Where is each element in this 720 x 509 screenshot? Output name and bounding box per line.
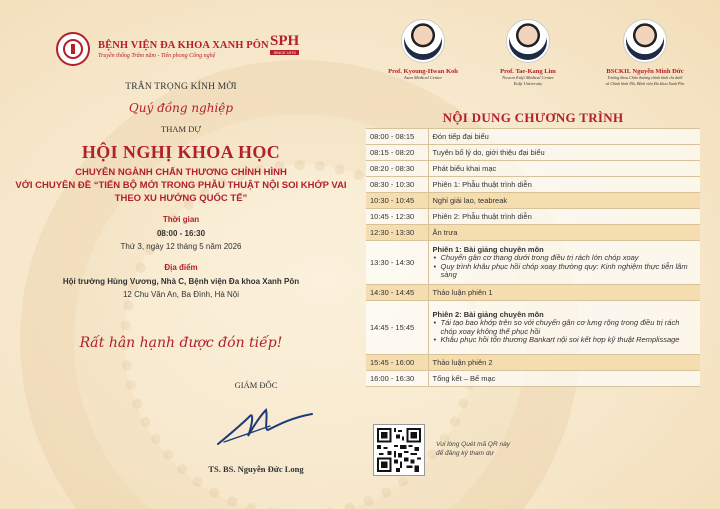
row-time: 16:00 - 16:30 (366, 371, 428, 387)
row-time: 08:00 - 08:15 (366, 129, 428, 145)
speaker-2-name: Prof. Tae-Kang Lim (500, 68, 556, 75)
session-topic: • Chuyển gân cơ thang dưới trong điều trị rách lớn chóp xoay (433, 254, 697, 263)
speaker-3-org: Trưởng khoa Chấn thương chỉnh hình chi dưới (607, 75, 683, 80)
program-row (366, 209, 700, 225)
speaker-3-name: BSCKII. Nguyễn Minh Đức (606, 68, 684, 75)
speaker-2-org-2: Eulji University (513, 80, 543, 86)
program-row (366, 371, 700, 387)
sph-logo (270, 34, 299, 55)
qr-instruction-line-2: để đăng ký tham dự (436, 450, 494, 457)
event-address: 12 Chu Văn An, Ba Đình, Hà Nội (122, 290, 240, 299)
session-title: Phiên 2: Bài giảng chuyên môn (432, 310, 544, 320)
program-row-break (366, 193, 700, 209)
director-title: GIÁM ĐỐC (234, 380, 278, 390)
program-row-break (366, 355, 700, 371)
event-subtitle-1: CHUYÊN NGÀNH CHẤN THƯƠNG CHỈNH HÌNH (75, 167, 287, 178)
hospital-slogan: Truyền thống Trăm năm - Tiên phong Công nghệ (98, 52, 216, 59)
row-content: Thảo luận phiên 1 (428, 285, 700, 301)
qr-code-icon (377, 428, 421, 472)
event-place: Hội trường Hùng Vương, Nhà C, Bệnh viện Đa khoa Xanh Pôn (62, 277, 300, 286)
program-row (366, 129, 700, 145)
speaker-1 (378, 20, 468, 81)
session-topic: • Quy trình khâu phục hồi chóp xoay thường quy: Kinh nghiệm thực tiễn lâm sàng (433, 263, 697, 280)
director-signature (210, 396, 320, 452)
program-table (366, 128, 700, 387)
row-content: Thảo luận phiên 2 (428, 355, 700, 371)
program-row-session (366, 241, 700, 285)
event-subtitle-3: THEO XU HƯỚNG QUỐC TẾ” (114, 193, 248, 204)
hospital-logo-icon (56, 32, 90, 66)
time-label: Thời gian (162, 215, 200, 224)
row-time: 08:30 - 10:30 (366, 177, 428, 193)
speaker-2-photo (507, 20, 549, 62)
row-time: 08:20 - 08:30 (366, 161, 428, 177)
welcome-text: Rất hân hạnh được đón tiếp! (79, 335, 283, 351)
row-time: 12:30 - 13:30 (366, 225, 428, 241)
speaker-3 (590, 20, 700, 86)
row-time: 14:30 - 14:45 (366, 285, 428, 301)
event-title: HỘI NGHỊ KHOA HỌC (81, 142, 281, 162)
speaker-3-org-2: và Chỉnh hình Nhi, Bệnh viện Đa khoa Xanh Pôn (605, 80, 685, 86)
row-time: 15:45 - 16:00 (366, 355, 428, 371)
sph-logo-text: SPH (270, 33, 300, 49)
row-time: 14:45 - 15:45 (366, 301, 428, 355)
row-content: Ăn trưa (428, 225, 700, 241)
program-row-break (366, 225, 700, 241)
hospital-header (56, 32, 269, 66)
registration-qr-code[interactable] (373, 424, 425, 476)
invite-attend: THAM DỰ (161, 124, 201, 134)
program-row (366, 145, 700, 161)
event-date: Thứ 3, ngày 12 tháng 5 năm 2026 (120, 242, 242, 251)
qr-instructions (436, 440, 510, 458)
program-row-break (366, 285, 700, 301)
row-content: Phát biểu khai mạc (428, 161, 700, 177)
program-row (366, 161, 700, 177)
row-content: Tổng kết – Bế mạc (428, 371, 700, 387)
event-subtitle-2: VỚI CHUYÊN ĐỀ “TIẾN BỘ MỚI TRONG PHẪU THUẬT NỘI SOI KHỚP VAI (15, 180, 347, 191)
row-content: Phiên 2: Phẫu thuật trình diễn (428, 209, 700, 225)
session-topic: • Khâu phục hồi tổn thương Bankart nội soi kết hợp kỹ thuật Remplissage (433, 336, 697, 345)
speaker-2 (483, 20, 573, 86)
row-content: Nghỉ giải lao, teabreak (428, 193, 700, 209)
speaker-1-photo (402, 20, 444, 62)
program-row-session (366, 301, 700, 355)
qr-instruction-line-1: Vui lòng Quét mã QR này (436, 441, 510, 448)
invite-line-1: TRÂN TRỌNG KÍNH MỜI (125, 82, 237, 92)
speaker-2-org: Nowon Eulji Medical Center (502, 75, 554, 80)
director-name: TS. BS. Nguyễn Đức Long (208, 464, 304, 474)
speaker-1-org: Asan Medical Center (403, 75, 443, 80)
row-time: 10:30 - 10:45 (366, 193, 428, 209)
program-title: NỘI DUNG CHƯƠNG TRÌNH (442, 110, 624, 125)
hospital-name: BỆNH VIỆN ĐA KHOA XANH PÔN (98, 39, 269, 51)
row-time: 08:15 - 08:20 (366, 145, 428, 161)
row-time: 10:45 - 12:30 (366, 209, 428, 225)
place-label: Địa điểm (164, 263, 198, 272)
speaker-3-photo (624, 20, 666, 62)
row-content: Phiên 1: Phẫu thuật trình diễn (428, 177, 700, 193)
session-topic: • Tái tạo bao khớp trên so với chuyển gân cơ lưng rộng trong điều trị rách chóp xoay không thể phục hồi (433, 319, 697, 336)
session-title: Phiên 1: Bài giảng chuyên môn (432, 245, 544, 255)
row-content: Đón tiếp đại biểu (428, 129, 700, 145)
program-row (366, 177, 700, 193)
row-time: 13:30 - 14:30 (366, 241, 428, 285)
invite-guest: Quý đồng nghiệp (128, 101, 234, 115)
row-content: Tuyên bố lý do, giới thiệu đại biểu (428, 145, 700, 161)
sph-logo-sub: SINCE 1970 (270, 50, 299, 55)
speaker-1-name: Prof. Kyoung-Hwan Koh (388, 68, 458, 75)
event-time: 08:00 - 16:30 (156, 229, 206, 238)
